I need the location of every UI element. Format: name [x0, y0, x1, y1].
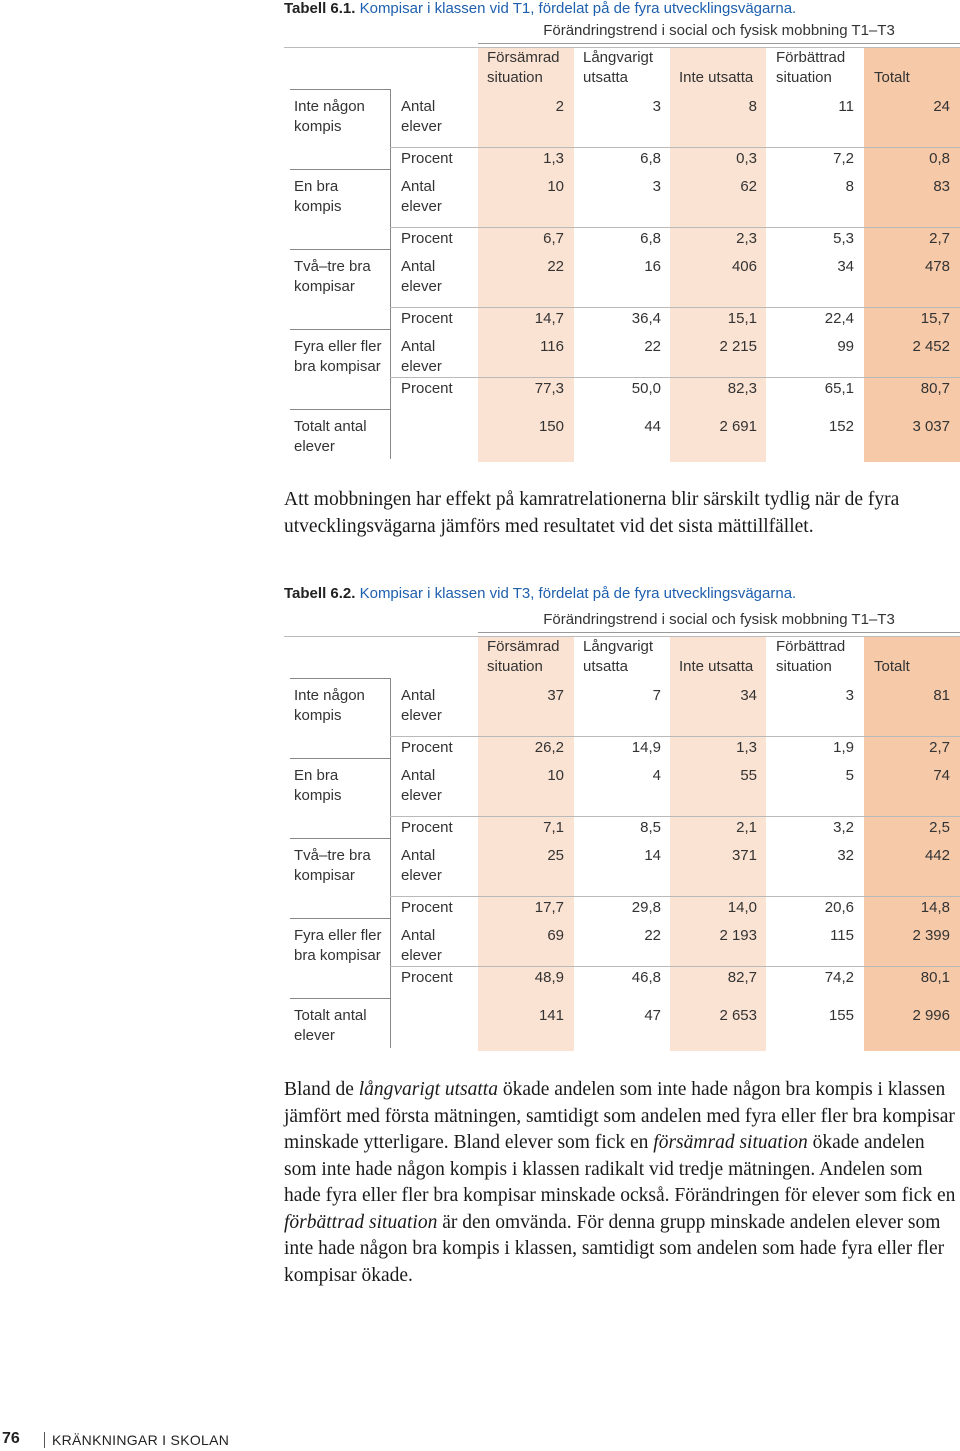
table1-cell-procent: 5,3 — [833, 230, 854, 247]
table1-procent-label: Procent — [401, 380, 453, 397]
table2-cell-antal: 81 — [933, 687, 950, 704]
table1-col4-line1: Förbättrad — [776, 49, 846, 66]
table2-vertical-separator — [390, 838, 391, 918]
table2-antal-label: Antal elever — [401, 767, 442, 804]
table1-vertical-separator — [390, 409, 391, 459]
table1-cell-procent: 15,1 — [727, 310, 757, 327]
table2-cell-antal: 3 — [845, 687, 854, 704]
table1-col4-line2: situation — [776, 69, 832, 86]
table2-cell-procent: 46,8 — [631, 969, 661, 986]
table1-cell-antal: 3 — [652, 178, 661, 195]
table1 — [284, 0, 960, 470]
table2-trend-header: Förändringstrend i social och fysisk mobbning T1–T3 — [543, 611, 895, 628]
table2-cell-antal: 22 — [644, 927, 661, 944]
table1-cell-antal: 406 — [731, 258, 757, 275]
table1-cell-procent: 0,3 — [736, 150, 757, 167]
table2-cell-total: 2 653 — [719, 1007, 757, 1024]
table2-cell-total: 141 — [538, 1007, 564, 1024]
table2-vertical-separator — [390, 918, 391, 998]
table1-cell-antal: 116 — [540, 338, 564, 355]
table2-procent-label: Procent — [401, 819, 453, 836]
table2-cell-total: 155 — [828, 1007, 854, 1024]
table2-col2-header — [583, 637, 653, 677]
table2-cell-antal: 10 — [547, 767, 564, 784]
table2-cell-procent: 20,6 — [824, 899, 854, 916]
table1-cell-total: 44 — [644, 418, 661, 435]
table2-cell-procent: 80,1 — [920, 969, 950, 986]
table1-row-label: Inte någon kompis — [294, 98, 365, 135]
table1-cell-total: 152 — [828, 418, 854, 435]
table2-cell-antal: 2 193 — [719, 927, 757, 944]
table1-caption-text: Kompisar i klassen vid T1, fördelat på de fyra utvecklingsvägarna. — [359, 0, 797, 17]
table1-col4-header — [776, 48, 845, 88]
table2-group-rule — [290, 918, 390, 919]
table1-cell-procent: 1,3 — [543, 150, 564, 167]
table1-antal-label: Antal elever — [401, 258, 442, 295]
table1-cell-antal: 2 — [555, 98, 564, 115]
table1-col1-line2: situation — [487, 69, 543, 86]
table2-cell-procent: 2,7 — [929, 739, 950, 756]
paragraph-2-italic-3: förbättrad situation — [284, 1211, 438, 1233]
table2-cell-antal: 5 — [845, 767, 854, 784]
paragraph-2-part-4: är den omvända. För denna grupp minskade andelen elever som inte hade någon bra kompis i klassen, samtidigt som andelen som hade fyra eller fler kompisar ökade. — [284, 1211, 945, 1286]
table1-col5-header — [874, 48, 910, 88]
table1-row-label: En bra kompis — [294, 178, 342, 215]
table1-col3-header — [679, 48, 753, 88]
table2-vertical-separator — [390, 758, 391, 838]
table1-vertical-separator — [390, 89, 391, 169]
table2-cell-procent: 2,1 — [736, 819, 757, 836]
paragraph-2-part-2: ökade andelen som inte hade någon bra kompis i klassen jämfört med första mätningen, samtidigt som andelen med fyra eller fler bra kompisar minskade ytterligare. Bland elever som fick en — [284, 1079, 955, 1153]
table1-cell-procent: 6,8 — [640, 150, 661, 167]
paragraph-1: Att mobbningen har effekt på kamratrelationerna blir särskilt tydlig när de fyra utvecklingsvägarna jämförs med resultatet vid det sista mättillfället. — [284, 489, 900, 537]
table2-cell-procent: 48,9 — [534, 969, 564, 986]
table1-cell-antal: 62 — [740, 178, 757, 195]
table2-antal-label: Antal elever — [401, 927, 442, 964]
table2 — [284, 589, 960, 1059]
table2-cell-procent: 14,0 — [727, 899, 757, 916]
table1-cell-antal: 10 — [547, 178, 564, 195]
table2-vertical-separator — [390, 678, 391, 758]
table1-vertical-separator — [390, 249, 391, 329]
table2-col3-header — [679, 637, 753, 677]
table2-cell-procent: 3,2 — [833, 819, 854, 836]
table1-cell-antal: 2 215 — [719, 338, 757, 355]
table1-cell-total: 150 — [538, 418, 564, 435]
running-footer-title: KRÄNKNINGAR I SKOLAN — [52, 1432, 230, 1448]
table1-col1-header — [487, 48, 560, 88]
table2-col4-line2: situation — [776, 658, 832, 675]
table2-label: Tabell 6.2. — [284, 585, 356, 602]
table1-cell-procent: 65,1 — [824, 380, 854, 397]
table2-cell-total: 47 — [644, 1007, 661, 1024]
table2-procent-label: Procent — [401, 899, 453, 916]
table2-group-rule — [290, 678, 390, 679]
table1-cell-procent: 82,3 — [727, 380, 757, 397]
table2-cell-procent: 17,7 — [534, 899, 564, 916]
table2-cell-procent: 2,5 — [929, 819, 950, 836]
table1-group-rule — [290, 329, 390, 330]
table1-cell-antal: 34 — [837, 258, 854, 275]
table2-trend-rule — [478, 632, 960, 633]
table2-cell-procent: 8,5 — [640, 819, 661, 836]
table2-cell-antal: 4 — [652, 767, 661, 784]
paragraph-2-part-3: ökade andelen som inte hade någon kompis i klassen radikalt vid tredje mätningen. Andelen som hade fyra eller fler bra kompisar minskade också. Förändringen för elever som fick en — [284, 1132, 956, 1206]
table2-antal-label: Antal elever — [401, 847, 442, 884]
table2-cell-procent: 1,9 — [833, 739, 854, 756]
table2-cell-antal: 74 — [933, 767, 950, 784]
table2-row-label: Inte någon kompis — [294, 687, 365, 724]
table1-cell-procent: 15,7 — [920, 310, 950, 327]
table2-row-label: Fyra eller fler bra kompisar — [294, 927, 382, 964]
table1-cell-total: 2 691 — [719, 418, 757, 435]
table1-trend-rule — [478, 43, 960, 44]
table2-cell-antal: 371 — [731, 847, 757, 864]
table2-col2-line2: utsatta — [583, 658, 629, 675]
table1-label: Tabell 6.1. — [284, 0, 356, 17]
table2-procent-rule — [390, 736, 960, 737]
table1-cell-antal: 3 — [652, 98, 661, 115]
table1-col1-line1: Försämrad — [487, 49, 560, 66]
table1-col2-line1: Långvarigt — [583, 49, 654, 66]
table2-procent-label: Procent — [401, 739, 453, 756]
table2-caption-text: Kompisar i klassen vid T3, fördelat på de fyra utvecklingsvägarna. — [359, 585, 797, 602]
table2-procent-rule — [390, 896, 960, 897]
footer-separator — [44, 1432, 45, 1448]
table1-cell-procent: 36,4 — [631, 310, 661, 327]
table1-vertical-separator — [390, 329, 391, 409]
table2-cell-procent: 14,8 — [920, 899, 950, 916]
table2-cell-antal: 55 — [740, 767, 757, 784]
table2-col1-line2: situation — [487, 658, 543, 675]
table2-cell-antal: 2 399 — [912, 927, 950, 944]
table1-cell-procent: 77,3 — [534, 380, 564, 397]
table1-group-rule — [290, 169, 390, 170]
table1-procent-rule — [390, 227, 960, 228]
table1-procent-rule — [390, 147, 960, 148]
table1-procent-label: Procent — [401, 150, 453, 167]
table1-cell-antal: 478 — [924, 258, 950, 275]
table2-procent-rule — [390, 816, 960, 817]
table1-cell-procent: 2,3 — [736, 230, 757, 247]
table2-cell-procent: 1,3 — [736, 739, 757, 756]
table2-vertical-separator — [390, 998, 391, 1048]
table1-cell-procent: 6,7 — [543, 230, 564, 247]
table1-cell-procent: 0,8 — [929, 150, 950, 167]
table2-col3-line2: Inte utsatta — [679, 658, 754, 675]
table1-antal-label: Antal elever — [401, 178, 442, 215]
table1-col3-line1 — [679, 48, 753, 68]
table1-cell-procent: 7,2 — [833, 150, 854, 167]
table1-cell-antal: 2 452 — [912, 338, 950, 355]
table2-cell-antal: 34 — [740, 687, 757, 704]
table2-cell-antal: 25 — [547, 847, 564, 864]
table2-total-label: Totalt antal elever — [294, 1007, 367, 1044]
table2-row-label: En bra kompis — [294, 767, 342, 804]
table1-procent-rule — [390, 307, 960, 308]
table1-cell-antal: 8 — [748, 98, 757, 115]
table2-group-rule — [290, 838, 390, 839]
table2-row-label: Två–tre bra kompisar — [294, 847, 371, 884]
paragraph-2 — [284, 1077, 960, 1289]
table1-col3-line2: Inte utsatta — [679, 69, 754, 86]
table1-cell-antal: 24 — [933, 98, 950, 115]
table2-col5-line1 — [874, 637, 910, 657]
table2-col2-line1: Långvarigt — [583, 638, 654, 655]
table1-col2-line2: utsatta — [583, 69, 629, 86]
paragraph-2-italic-1: långvarigt utsatta — [358, 1079, 498, 1100]
table1-procent-label: Procent — [401, 230, 453, 247]
table1-col5-line1 — [874, 48, 910, 68]
table1-trend-header: Förändringstrend i social och fysisk mobbning T1–T3 — [543, 22, 895, 39]
page-number: 76 — [2, 1430, 20, 1447]
table1-cell-antal: 11 — [838, 98, 854, 115]
table2-antal-label: Antal elever — [401, 687, 442, 724]
table1-antal-label: Antal elever — [401, 338, 442, 375]
table2-col5-line2: Totalt — [874, 658, 910, 675]
table1-cell-antal: 8 — [845, 178, 854, 195]
table1-cell-antal: 22 — [644, 338, 661, 355]
table1-row-label: Två–tre bra kompisar — [294, 258, 371, 295]
table1-cell-procent: 22,4 — [824, 310, 854, 327]
table1-cell-procent: 2,7 — [929, 230, 950, 247]
table2-total-rule — [290, 998, 390, 999]
table2-cell-procent: 29,8 — [631, 899, 661, 916]
table1-cell-procent: 6,8 — [640, 230, 661, 247]
table2-cell-procent: 82,7 — [727, 969, 757, 986]
table2-cell-antal: 37 — [547, 687, 564, 704]
table1-cell-antal: 83 — [933, 178, 950, 195]
table1-procent-label: Procent — [401, 310, 453, 327]
table1-total-label: Totalt antal elever — [294, 418, 367, 455]
table2-cell-antal: 7 — [652, 687, 661, 704]
table1-vertical-separator — [390, 169, 391, 249]
table2-cell-antal: 32 — [837, 847, 854, 864]
table2-col1-header — [487, 637, 560, 677]
table1-procent-rule — [390, 377, 960, 378]
table1-cell-antal: 99 — [837, 338, 854, 355]
paragraph-2-italic-2: försämrad situation — [653, 1132, 808, 1153]
table1-cell-procent: 80,7 — [920, 380, 950, 397]
table2-group-rule — [290, 758, 390, 759]
table1-row-label: Fyra eller fler bra kompisar — [294, 338, 382, 375]
table2-col1-line1: Försämrad — [487, 638, 560, 655]
table1-group-rule — [290, 249, 390, 250]
table2-procent-label: Procent — [401, 969, 453, 986]
table2-cell-procent: 26,2 — [534, 739, 564, 756]
table2-procent-rule — [390, 966, 960, 967]
table2-cell-antal: 14 — [644, 847, 661, 864]
table2-col3-line1 — [679, 637, 753, 657]
table2-col4-line1: Förbättrad — [776, 638, 846, 655]
table2-cell-antal: 69 — [547, 927, 564, 944]
table2-cell-antal: 442 — [924, 847, 950, 864]
table2-cell-antal: 115 — [830, 927, 854, 944]
table1-cell-antal: 22 — [547, 258, 564, 275]
table1-cell-procent: 50,0 — [631, 380, 661, 397]
table1-group-rule — [290, 89, 390, 90]
table2-col4-header — [776, 637, 845, 677]
table2-cell-total: 2 996 — [912, 1007, 950, 1024]
table1-cell-total: 3 037 — [912, 418, 950, 435]
table2-col5-header — [874, 637, 910, 677]
table1-total-rule — [290, 409, 390, 410]
table2-cell-procent: 14,9 — [631, 739, 661, 756]
table1-col5-line2: Totalt — [874, 69, 910, 86]
table1-antal-label: Antal elever — [401, 98, 442, 135]
table1-cell-antal: 16 — [644, 258, 661, 275]
paragraph-2-part-1: Bland de — [284, 1079, 359, 1100]
table2-cell-procent: 7,1 — [543, 819, 564, 836]
table2-cell-procent: 74,2 — [824, 969, 854, 986]
table1-cell-procent: 14,7 — [534, 310, 564, 327]
table1-col2-header — [583, 48, 653, 88]
